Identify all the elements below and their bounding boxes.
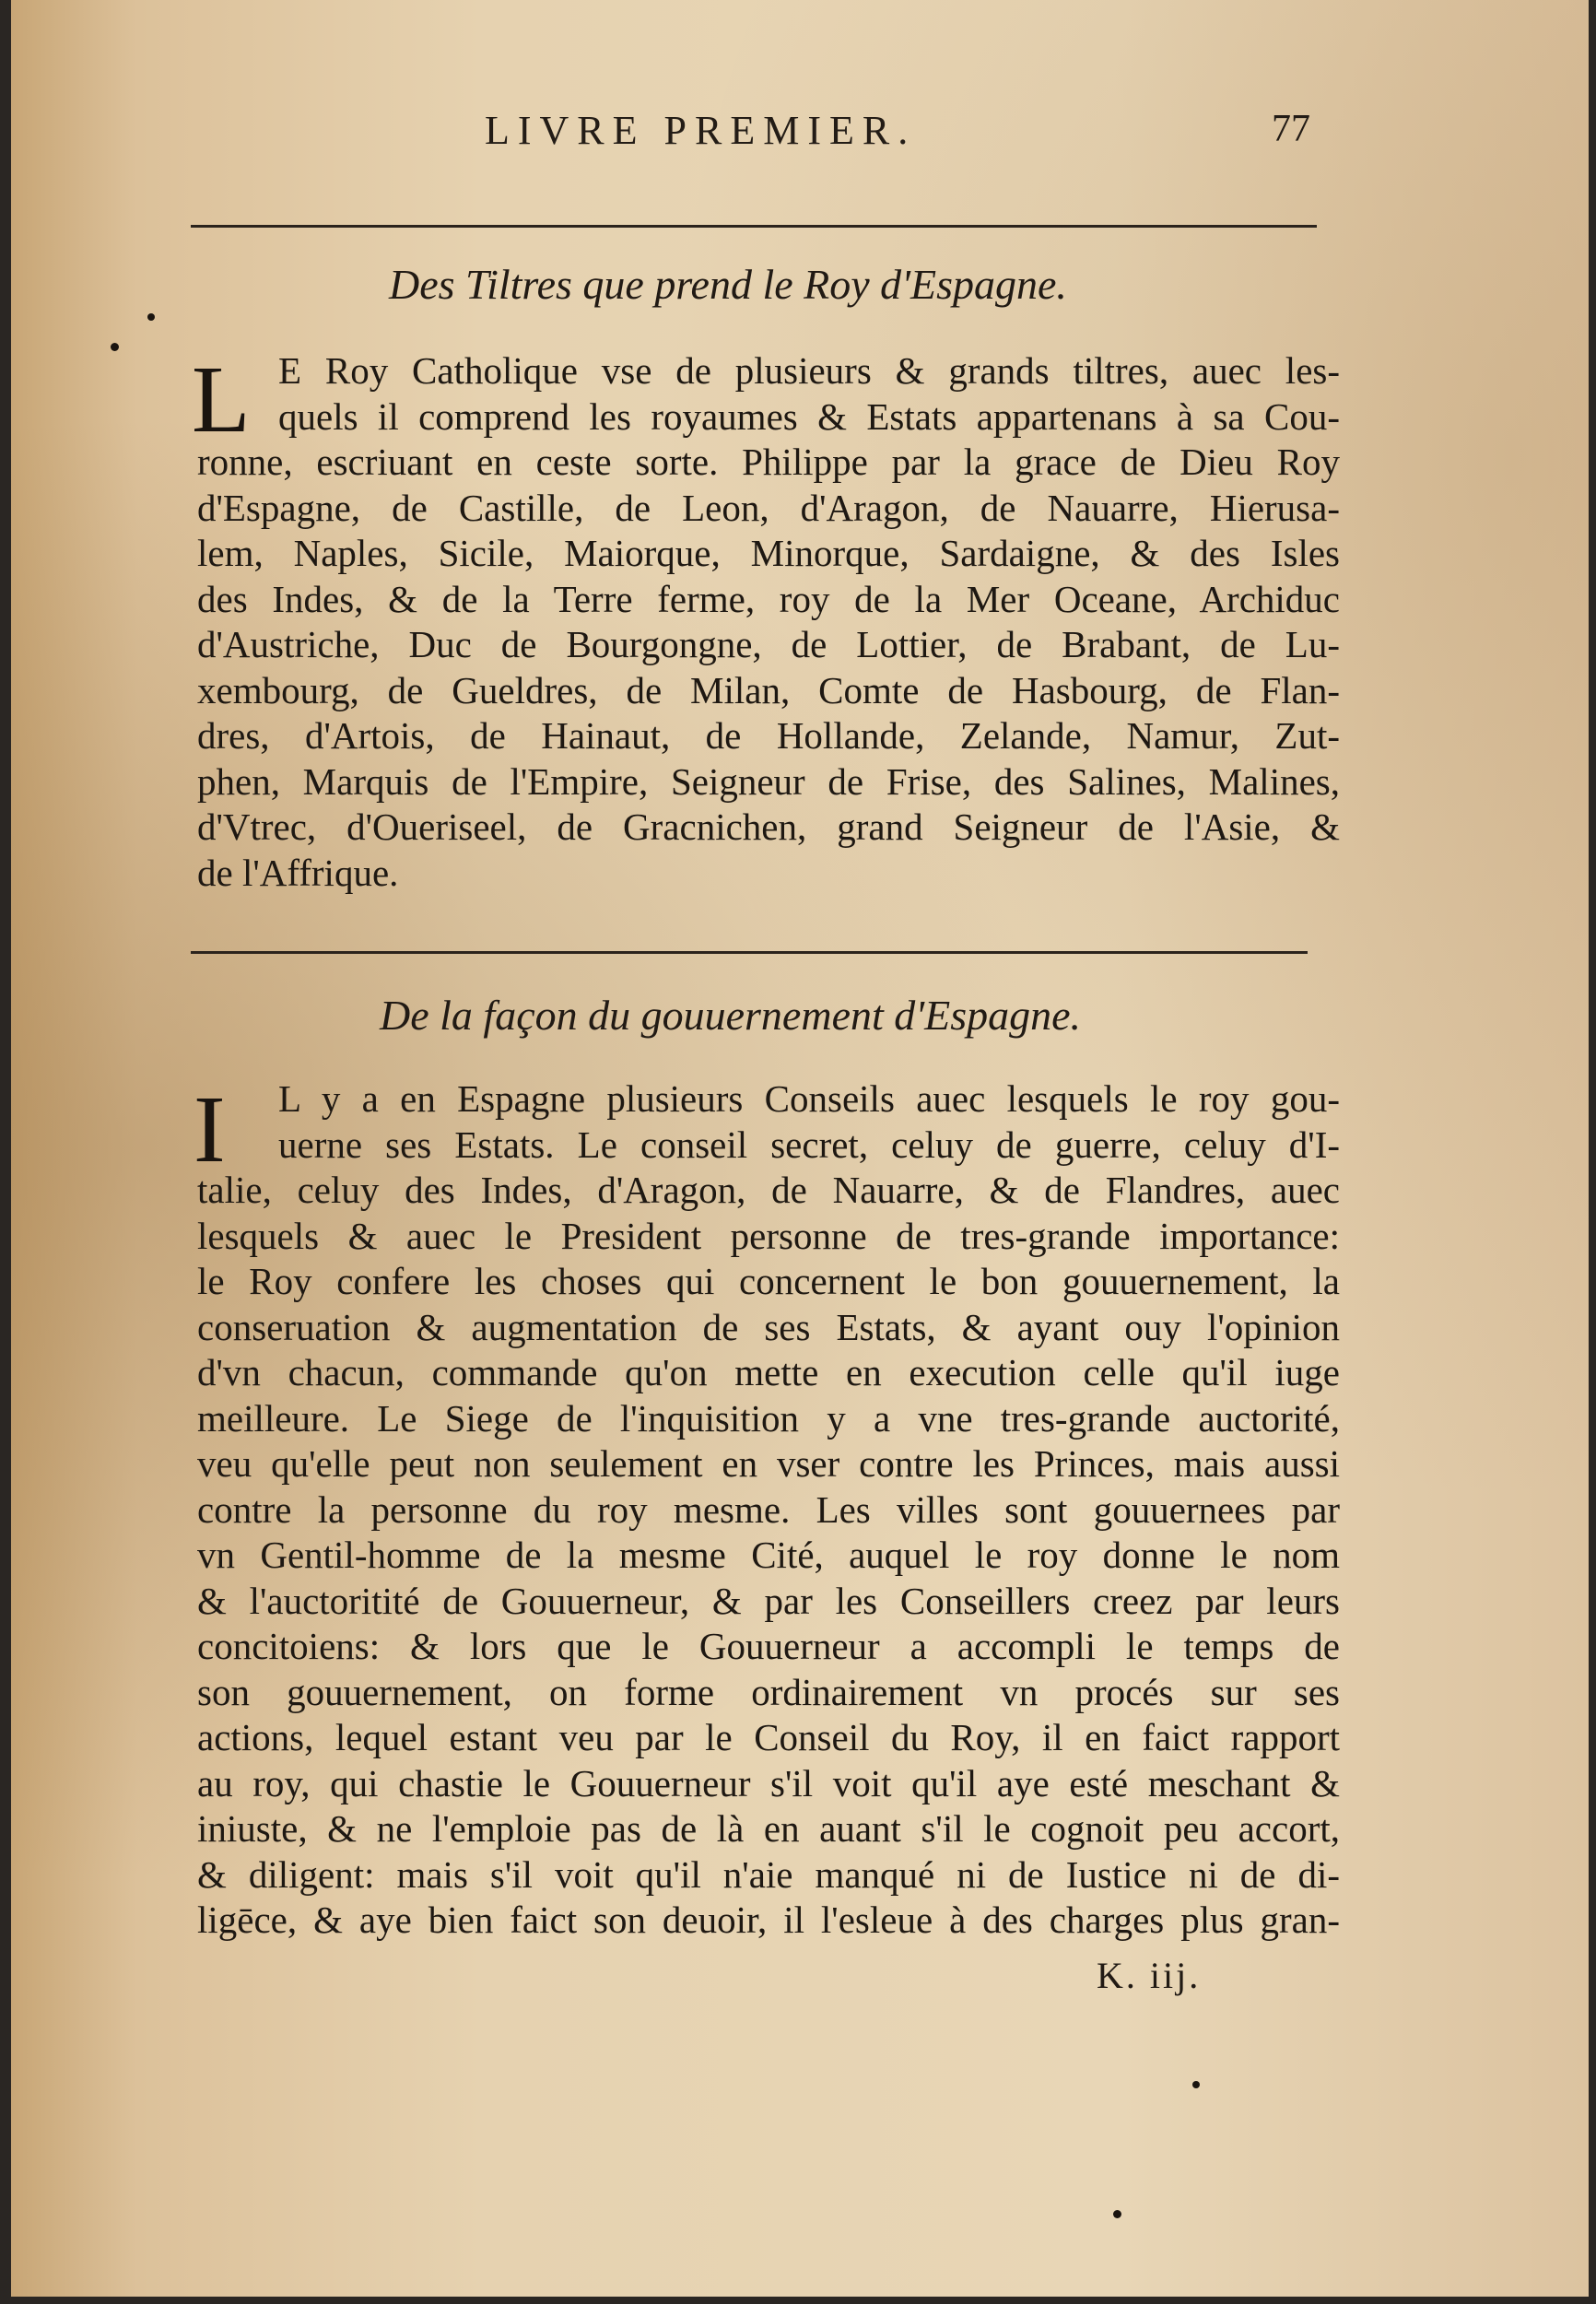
text-line: d'Vtrec, d'Oueriseel, de Gracnichen, grand Seigneur de l'Asie, &	[197, 805, 1340, 848]
ink-speck	[1192, 2081, 1200, 2088]
text-line: & diligent: mais s'il voit qu'il n'aie manqué ni de Iustice ni de di-	[197, 1852, 1340, 1896]
section-body-government	[197, 1076, 1340, 1944]
text-line: d'Austriche, Duc de Bourgongne, de Lottier, de Brabant, de Lu-	[197, 623, 1340, 665]
section-rule	[191, 951, 1308, 954]
section-heading-titles: Des Tiltres que prend le Roy d'Espagne.	[389, 261, 1067, 308]
text-line: phen, Marquis de l'Empire, Seigneur de Frise, des Salines, Malines,	[197, 759, 1340, 803]
text-line: concitoiens: & lors que le Gouuerneur a accompli le temps de	[197, 1625, 1340, 1667]
text-line: ronne, escriuant en ceste sorte. Philippe par la grace de Dieu Roy	[197, 441, 1340, 483]
text-line: son gouuernement, on forme ordinairement vn procés sur ses	[197, 1670, 1340, 1713]
text-line: d'Espagne, de Castille, de Leon, d'Aragon, de Nauarre, Hierusa-	[197, 486, 1340, 529]
text-line: le Roy confere les choses qui concernent le bon gouuernement, la	[197, 1260, 1340, 1302]
text-line: iniuste, & ne l'emploie pas de là en auant s'il le cognoit peu accort,	[197, 1807, 1340, 1850]
section-heading-government: De la façon du gouuernement d'Espagne.	[380, 992, 1082, 1039]
text-line: d'vn chacun, commande qu'on mette en execution celle qu'il iuge	[197, 1351, 1340, 1393]
text-line: veu qu'elle peut non seulement en vser contre les Princes, mais aussi	[197, 1442, 1340, 1485]
text-line: L y a en Espagne plusieurs Conseils auec lesquels le roy gou-	[278, 1077, 1340, 1120]
page-number: 77	[1272, 108, 1310, 150]
drop-cap-initial: L	[192, 347, 251, 453]
text-line: & l'auctoritité de Gouuerneur, & par les Conseillers creez par leurs	[197, 1579, 1340, 1622]
text-line: conseruation & augmentation de ses Estats, & ayant ouy l'opinion	[197, 1305, 1340, 1348]
text-line: meilleure. Le Siege de l'inquisition y a vne tres-grande auctorité,	[197, 1396, 1340, 1440]
book-page	[11, 0, 1589, 2297]
text-line: quels il comprend les royaumes & Estats appartenans à sa Cou-	[278, 394, 1340, 438]
text-line: xembourg, de Gueldres, de Milan, Comte de Hasbourg, de Flan-	[197, 668, 1340, 711]
text-line: lesquels & auec le President personne de tres-grande importance:	[197, 1214, 1340, 1257]
text-line: des Indes, & de la Terre ferme, roy de la Mer Oceane, Archiduc	[197, 577, 1340, 620]
text-line: uerne ses Estats. Le conseil secret, celuy de guerre, celuy d'I-	[278, 1123, 1340, 1166]
text-line: vn Gentil-homme de la mesme Cité, auquel le roy donne le nom	[197, 1534, 1340, 1576]
text-line: lem, Naples, Sicile, Maiorque, Minorque, Sardaigne, & des Isles	[197, 532, 1340, 574]
text-line: contre la personne du roy mesme. Les villes sont gouuernees par	[197, 1487, 1340, 1531]
section-rule	[191, 225, 1317, 228]
text-line: E Roy Catholique vse de plusieurs & grands tiltres, auec les-	[278, 349, 1340, 392]
text-line: au roy, qui chastie le Gouuerneur s'il voit qu'il aye esté meschant &	[197, 1761, 1340, 1804]
text-line: de l'Affrique.	[197, 851, 399, 894]
section-body-titles	[197, 348, 1340, 896]
drop-cap-initial: I	[194, 1076, 226, 1182]
ink-speck	[147, 313, 155, 321]
text-line: dres, d'Artois, de Hainaut, de Hollande, Zelande, Namur, Zut-	[197, 714, 1340, 757]
text-line: talie, celuy des Indes, d'Aragon, de Nauarre, & de Flandres, auec	[197, 1169, 1340, 1211]
signature-mark: K. iij.	[1097, 1955, 1202, 1996]
text-line: ligēce, & aye bien faict son deuoir, il l'esleue à des charges plus gran-	[197, 1898, 1340, 1941]
ink-speck	[1113, 2210, 1121, 2218]
ink-speck	[111, 343, 119, 351]
text-line: actions, lequel estant veu par le Conseil du Roy, il en faict rapport	[197, 1716, 1340, 1758]
running-title: LIVRE PREMIER.	[485, 108, 917, 153]
